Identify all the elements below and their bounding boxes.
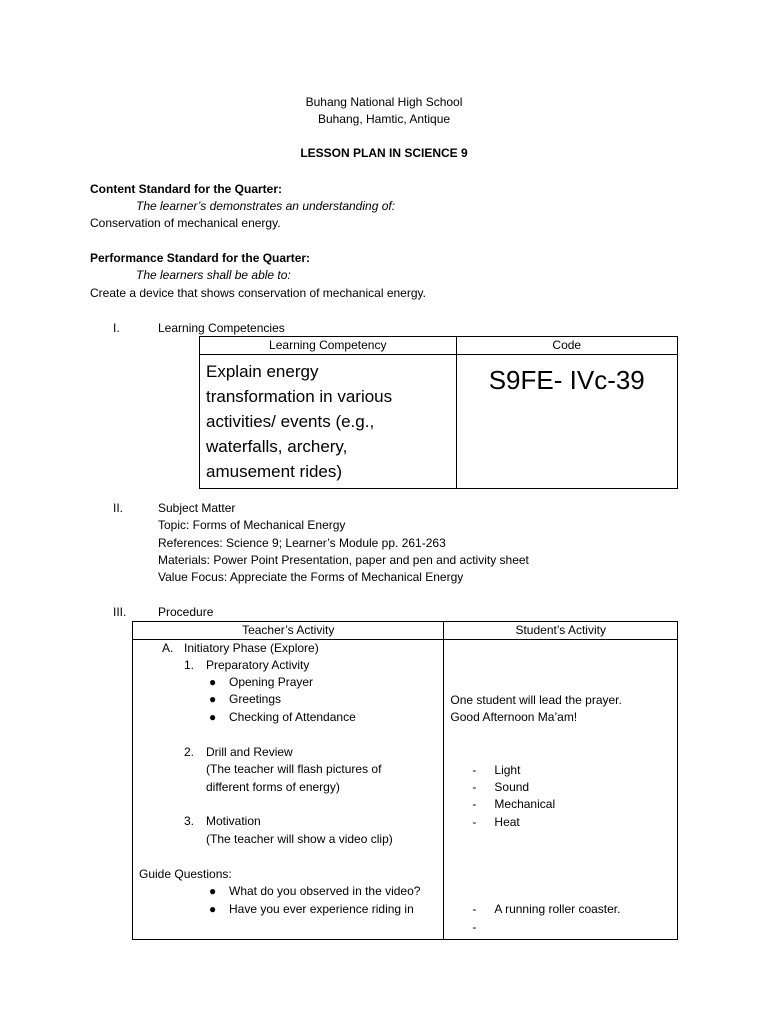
document-title: LESSON PLAN IN SCIENCE 9 — [300, 146, 468, 160]
guide-questions-heading: Guide Questions: — [139, 867, 232, 881]
bullet-icon: ● — [209, 710, 217, 724]
energy-form: Light — [494, 763, 521, 777]
code-column-header: Code — [456, 337, 677, 355]
performance-standard-heading: Performance Standard for the Quarter: — [90, 251, 311, 265]
section-3-title: Procedure — [158, 605, 214, 619]
energy-form: Heat — [494, 815, 520, 829]
energy-form: Sound — [494, 780, 530, 794]
school-address: Buhang, Hamtic, Antique — [317, 112, 451, 126]
bullet-icon: ● — [209, 675, 217, 689]
dash-icon: - — [472, 763, 477, 777]
competency-cell — [200, 355, 457, 489]
bullet-icon: ● — [209, 902, 217, 916]
topic-line: Topic: Forms of Mechanical Energy — [158, 518, 346, 532]
competency-table — [199, 336, 678, 489]
student-greeting: Good Afternoon Ma’am! — [450, 710, 578, 724]
dash-icon: - — [472, 920, 477, 934]
item-2-marker: 2. — [184, 745, 195, 759]
student-answer: A running roller coaster. — [494, 902, 621, 916]
section-3-numeral: III. — [113, 605, 127, 619]
school-name: Buhang National High School — [305, 95, 463, 109]
competency-line: amusement rides) — [206, 462, 343, 481]
content-standard-text: Conservation of mechanical energy. — [90, 216, 281, 230]
initiatory-phase: Initiatory Phase (Explore) — [184, 641, 319, 655]
motivation-note: (The teacher will show a video clip) — [206, 832, 393, 846]
item-3-marker: 3. — [184, 814, 195, 828]
content-standard-lead: The learner’s demonstrates an understanding of: — [136, 199, 396, 213]
guide-question: Have you ever experience riding in — [229, 902, 414, 916]
competency-line: activities/ events (e.g., — [206, 412, 375, 431]
section-2-numeral: II. — [113, 501, 124, 515]
procedure-table — [132, 621, 678, 940]
drill-note-line: (The teacher will flash pictures of — [206, 762, 382, 776]
competency-line: transformation in various — [206, 387, 393, 406]
item-1-marker: 1. — [184, 658, 195, 672]
guide-question: What do you observed in the video? — [229, 884, 421, 898]
code-cell — [456, 355, 677, 489]
competency-line: waterfalls, archery, — [206, 437, 348, 456]
section-1-numeral: I. — [113, 321, 120, 335]
phase-marker: A. — [162, 641, 174, 655]
competency-line: Explain energy — [206, 362, 319, 381]
competency-column-header: Learning Competency — [200, 337, 457, 355]
preparatory-activity: Preparatory Activity — [206, 658, 310, 672]
performance-standard-lead: The learners shall be able to: — [136, 268, 291, 282]
bullet-icon: ● — [209, 692, 217, 706]
bullet-icon: ● — [209, 884, 217, 898]
value-focus-line: Value Focus: Appreciate the Forms of Mechanical Energy — [158, 570, 464, 584]
drill-and-review: Drill and Review — [206, 745, 293, 759]
drill-note-line: different forms of energy) — [206, 780, 340, 794]
dash-icon: - — [472, 797, 477, 811]
content-standard-heading: Content Standard for the Quarter: — [90, 182, 283, 196]
competency-code: S9FE- IVc-39 — [488, 365, 645, 395]
teacher-activity-cell — [133, 640, 444, 940]
bullet-item: Checking of Attendance — [229, 710, 356, 724]
student-prayer: One student will lead the prayer. — [450, 693, 622, 707]
bullet-item: Opening Prayer — [229, 675, 314, 689]
section-2-title: Subject Matter — [158, 501, 236, 515]
bullet-item: Greetings — [229, 692, 282, 706]
student-column-header: Student’s Activity — [444, 622, 678, 640]
dash-icon: - — [472, 902, 477, 916]
performance-standard-text: Create a device that shows conservation of mechanical energy. — [90, 286, 426, 300]
teacher-column-header: Teacher’s Activity — [133, 622, 444, 640]
dash-icon: - — [472, 780, 477, 794]
motivation: Motivation — [206, 814, 261, 828]
references-line: References: Science 9; Learner’s Module pp. 261-263 — [158, 536, 446, 550]
materials-line: Materials: Power Point Presentation, paper and pen and activity sheet — [158, 553, 529, 567]
section-1-title: Learning Competencies — [158, 321, 285, 335]
energy-form: Mechanical — [494, 797, 556, 811]
dash-icon: - — [472, 815, 477, 829]
student-activity-cell — [444, 640, 678, 940]
